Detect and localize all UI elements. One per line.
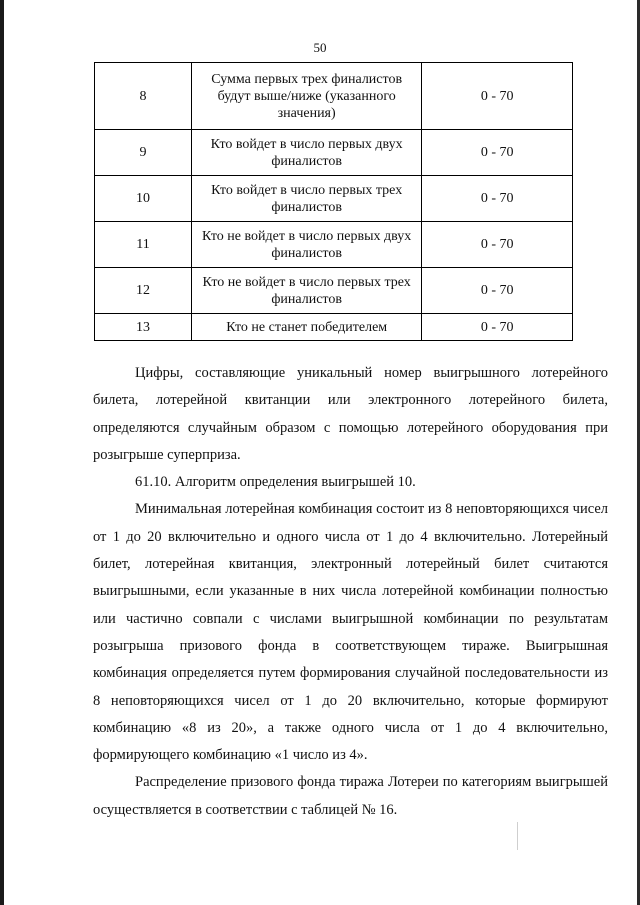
table-row [95,176,573,222]
table-cell-number: 10 [95,176,192,222]
page-number: 50 [313,40,327,55]
table-cell-number: 9 [95,130,192,176]
document-body [93,360,608,824]
table-cell-number: 12 [95,268,192,314]
table-cell-range: 0 - 70 [422,176,573,222]
table-cell-range: 0 - 70 [422,130,573,176]
table-row [95,130,573,176]
paragraph-prize-distribution: Распределение призового фонда тиража Лотереи по категориям выигрышей осуществляется в соответствии с таблицей № 16. [93,774,608,818]
scan-left-edge [0,0,4,905]
table-cell-range: 0 - 70 [422,314,573,341]
table-cell-range: 0 - 70 [422,268,573,314]
table-cell-number: 8 [95,63,192,130]
winning-categories-table [94,62,573,341]
table-row [95,314,573,341]
table-row [95,222,573,268]
table-cell-number: 11 [95,222,192,268]
table-cell-range: 0 - 70 [422,222,573,268]
paragraph-winning-algorithm: Минимальная лотерейная комбинация состоит из 8 неповторяющихся чисел от 1 до 20 включительно и одного числа от 1 до 4 включительно. Лотерейный билет, лотерейная квитанция, электронный лотерейный билет считаются выигрышными, если указанные в них числа лотерейной комбинации полностью или частично совпали с числами выигрышной комбинации по результатам розыгрыша призового фонда в соответствующем тираже. Выигрышная комбинация определяется путем формирования случайной последовательности из 8 неповторяющихся чисел от 1 до 20 включительно, которые формируют комбинацию «8 из 20», а также одного числа от 1 до 4 включительно, формирующего комбинацию «1 число из 4». [93,501,608,764]
table-row [95,268,573,314]
section-heading-61-10: 61.10. Алгоритм определения выигрышей 10. [135,474,416,491]
table-cell-range: 0 - 70 [422,63,573,130]
table-cell-category: Кто войдет в число первых двух финалистов [192,130,422,176]
table-cell-category: Кто войдет в число первых трех финалистов [192,176,422,222]
table-cell-category: Кто не войдет в число первых двух финалистов [192,222,422,268]
scan-artifact [517,822,518,850]
table-cell-category: Кто не станет победителем [192,314,422,341]
table-row [95,63,573,130]
table-cell-number: 13 [95,314,192,341]
paragraph-superprize: Цифры, составляющие уникальный номер выигрышного лотерейного билета, лотерейной квитанции или электронного лотерейного билета, определяются случайным образом с помощью лотерейного оборудования при розыгрыше суперприза. [93,365,608,463]
table-cell-category: Кто не войдет в число первых трех финалистов [192,268,422,314]
table-cell-category: Сумма первых трех финалистов будут выше/ниже (указанного значения) [192,63,422,130]
